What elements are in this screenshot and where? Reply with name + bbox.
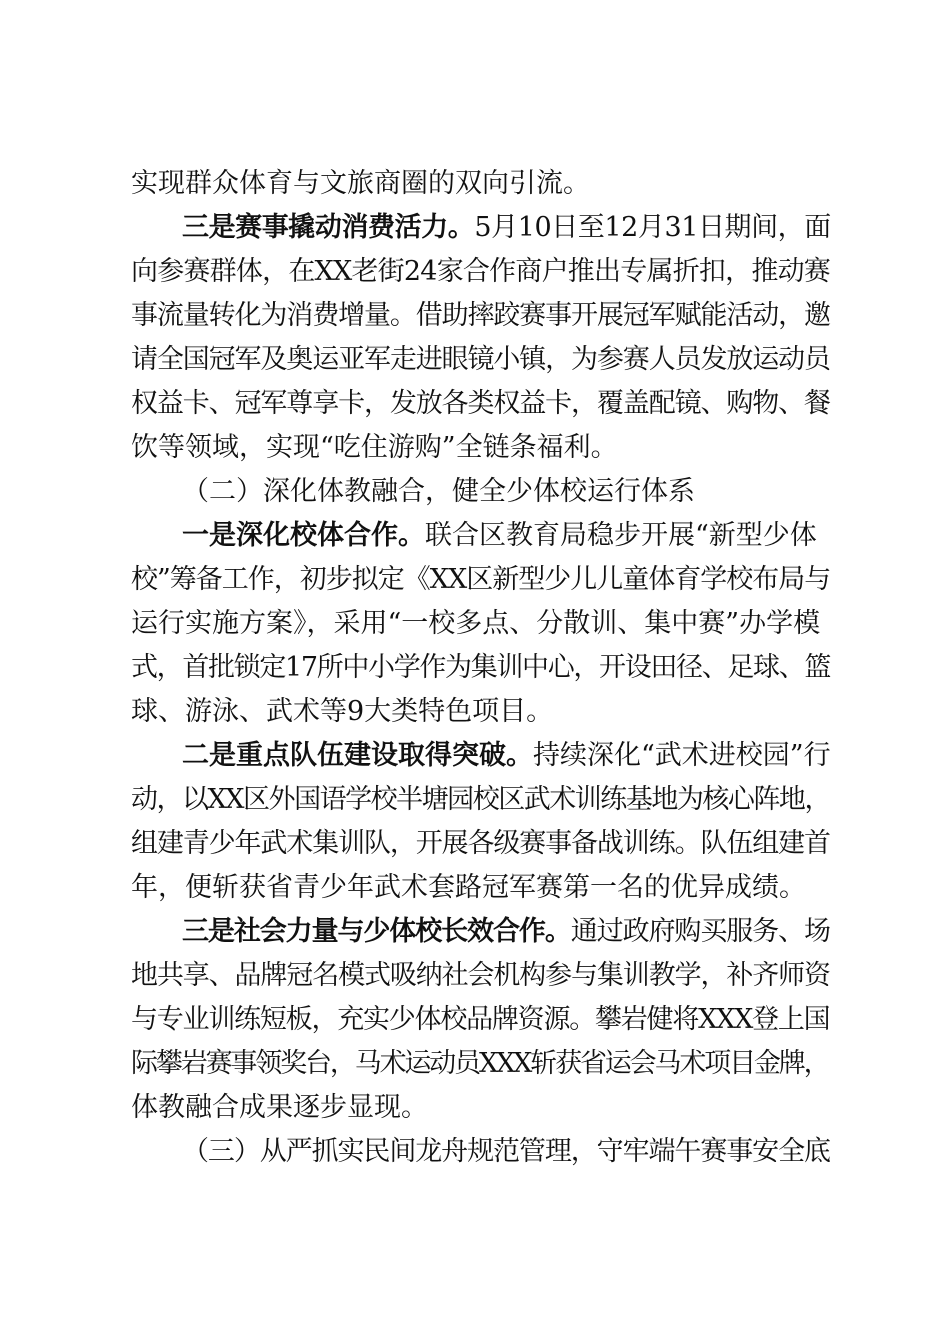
paragraph-lead: 三是赛事撬动消费活力。 — [182, 212, 475, 243]
text-line: 际攀岩赛事领奖台，马术运动员XXX斩获省运会马术项目金牌， — [131, 1048, 829, 1079]
paragraph-start-line: 三是赛事撬动消费活力。5月10日至12月31日期间，面 — [182, 212, 831, 243]
text-line: 校”筹备工作，初步拟定《XX区新型少儿儿童体育学校布局与 — [131, 564, 831, 595]
text-line: 饮等领域，实现“吃住游购”全链条福利。 — [131, 432, 618, 463]
paragraph-lead: 三是社会力量与少体校长效合作。 — [182, 916, 571, 947]
text-line: 球、游泳、武术等9大类特色项目。 — [131, 696, 554, 727]
paragraph-start-line: 三是社会力量与少体校长效合作。通过政府购买服务、场 — [182, 916, 830, 947]
text-line: 实现群众体育与文旅商圈的双向引流。 — [131, 168, 590, 199]
section-heading: （三）从严抓实民间龙舟规范管理，守牢端午赛事安全底 — [182, 1136, 830, 1167]
text-line: 权益卡、冠军尊享卡，发放各类权益卡，覆盖配镜、购物、餐 — [131, 388, 830, 419]
text-line: 动，以XX区外国语学校半塘园校区武术训练基地为核心阵地， — [131, 784, 830, 815]
text-line: 运行实施方案》，采用“一校多点、分散训、集中赛”办学模 — [131, 608, 821, 639]
text-line: 地共享、品牌冠名模式吸纳社会机构参与集训教学，补齐师资 — [131, 960, 830, 991]
text-line: 年，便斩获省青少年武术套路冠军赛第一名的优异成绩。 — [131, 872, 806, 903]
text-line: 向参赛群体，在XX老街24家合作商户推出专属折扣，推动赛 — [131, 256, 831, 287]
section-heading: （二）深化体教融合，健全少体校运行体系 — [182, 476, 695, 507]
paragraph-lead: 二是重点队伍建设取得突破。 — [182, 740, 533, 771]
paragraph-lead: 一是深化校体合作。 — [182, 520, 425, 551]
text-line: 与专业训练短板，充实少体校品牌资源。攀岩健将XXX登上国 — [131, 1004, 830, 1035]
paragraph-start-line: 一是深化校体合作。联合区教育局稳步开展“新型少体 — [182, 520, 817, 551]
text-line: 事流量转化为消费增量。借助摔跤赛事开展冠军赋能活动，邀 — [131, 300, 830, 331]
text-line: 体教融合成果逐步显现。 — [131, 1092, 428, 1123]
paragraph-start-line: 二是重点队伍建设取得突破。持续深化“武术进校园”行 — [182, 740, 831, 771]
text-line: 请全国冠军及奥运亚军走进眼镜小镇，为参赛人员发放运动员 — [131, 344, 830, 375]
text-line: 组建青少年武术集训队，开展各级赛事备战训练。队伍组建首 — [131, 828, 830, 859]
text-line: 式，首批锁定17所中小学作为集训中心，开设田径、足球、篮 — [131, 652, 831, 683]
